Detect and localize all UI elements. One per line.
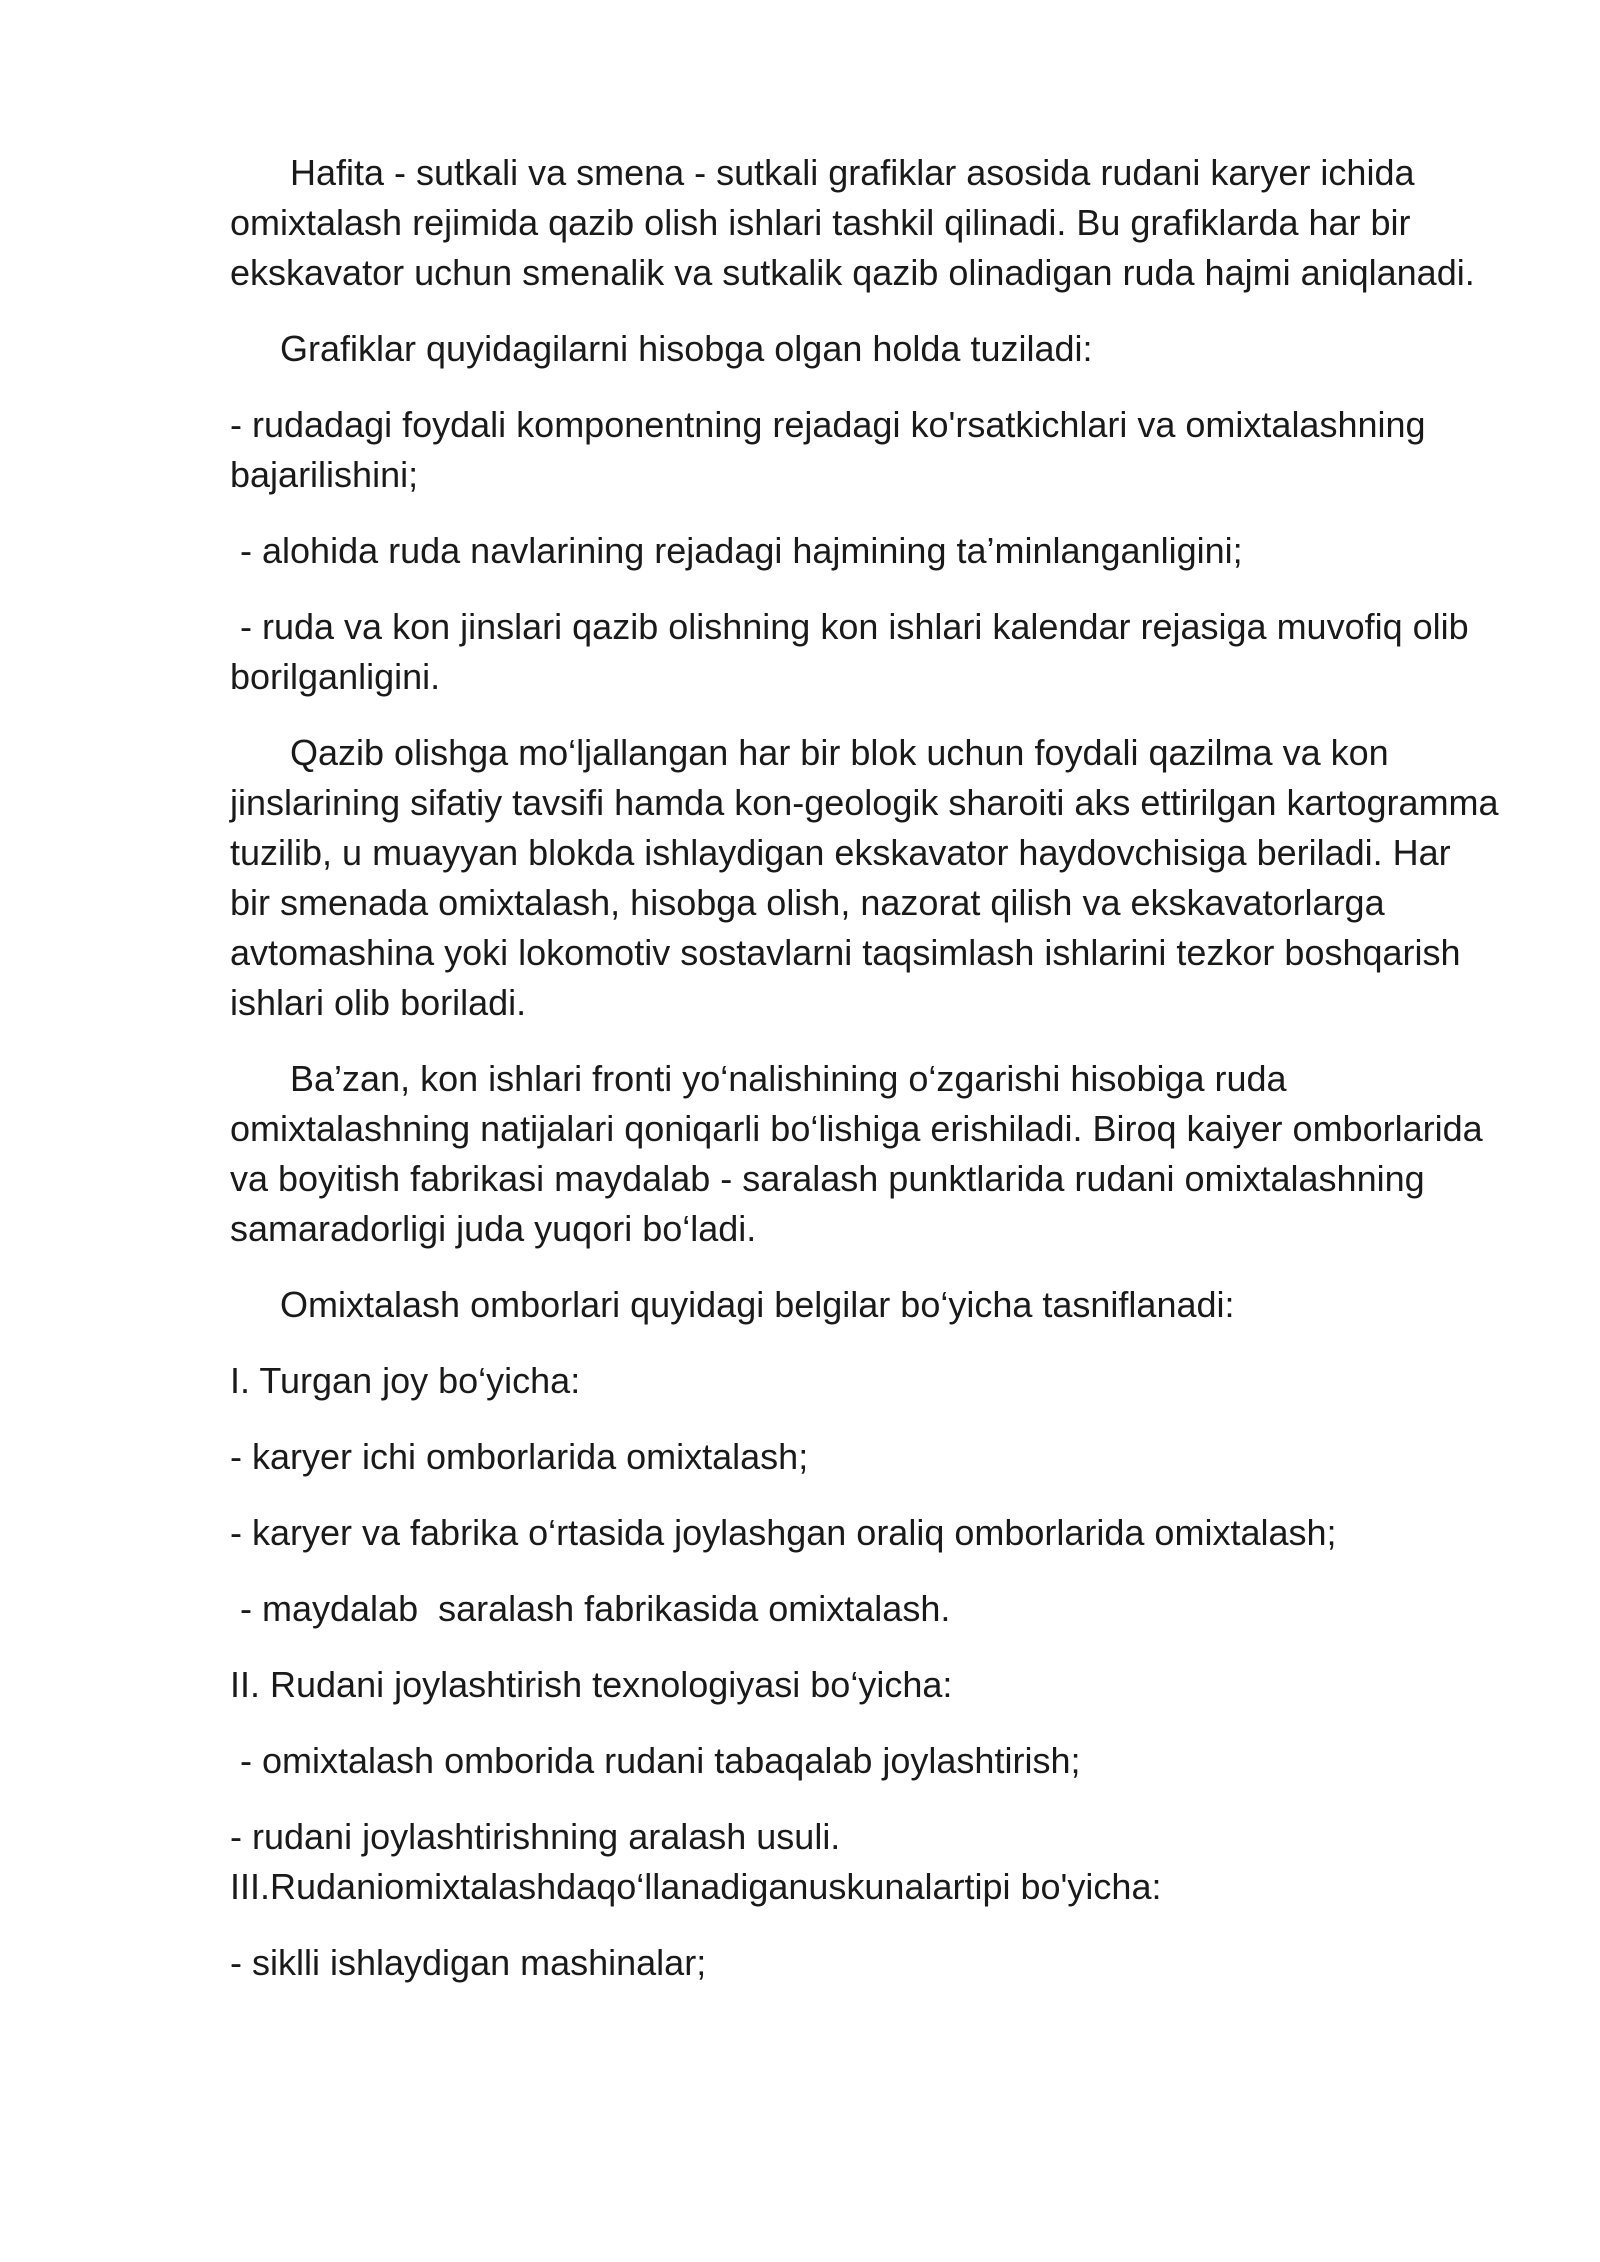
list-item-karyer-ichi: - karyer ichi omborlarida omixtalash; (230, 1436, 809, 1477)
paragraph-qazib-olish: Qazib olishga mo‘ljallangan har bir blok uchun foydali qazilma va kon jinslarining sifatiy tavsifi hamda kon-geologik sharoiti aks ettirilgan kartogramma tuzilib, u muayyan blokda ishlaydigan ekskavator haydovchisiga beriladi. Har bir smenada omixtalash, hisobga olish, nazorat qilish va ekskavatorlarga avtomashina yoki lokomotiv sostavlarni taqsimlash ishlarini tezkor boshqarish ishlari olib boriladi. (230, 732, 1509, 1023)
list-item-fabrika: - maydalab saralash fabrikasida omixtalash. (230, 1588, 951, 1629)
paragraph-bazan: Ba’zan, kon ishlari fronti yo‘nalishining o‘zgarishi hisobiga ruda omixtalashning natijalari qoniqarli bo‘lishiga erishiladi. Biroq kaiyer omborlarida va boyitish fabrikasi maydalab - saralash punktlarida rudani omixtalashning samaradorligi juda yuqori bo‘ladi. (230, 1058, 1493, 1249)
paragraph-grafiklar: Grafiklar quyidagilarni hisobga olgan holda tuziladi: (230, 328, 1093, 369)
section-heading-turgan-joy: I. Turgan joy bo‘yicha: (230, 1360, 581, 1401)
document-page (230, 148, 1509, 2014)
list-item-kalendar-reja: - ruda va kon jinslari qazib olishning kon ishlari kalendar rejasiga muvofiq olib borilganligini. (230, 606, 1479, 697)
list-item-siklli: - siklli ishlaydigan mashinalar; (230, 1942, 707, 1983)
section-heading-texnologiya: II. Rudani joylashtirish texnologiyasi bo‘yicha: (230, 1664, 953, 1705)
paragraph-tasnif: Omixtalash omborlari quyidagi belgilar bo‘yicha tasniflanadi: (230, 1284, 1235, 1325)
section-heading-uskunalar: III.Rudaniomixtalashdaqo‘llanadiganuskunalartipi bo'yicha: (230, 1866, 1162, 1907)
paragraph-intro: Hafita - sutkali va smena - sutkali grafiklar asosida rudani karyer ichida omixtalash rejimida qazib olish ishlari tashkil qilinadi. Bu grafiklarda har bir ekskavator uchun smenalik va sutkalik qazib olinadigan ruda hajmi aniqlanadi. (230, 152, 1475, 293)
list-item-komponent: - rudadagi foydali komponentning rejadagi ko'rsatkichlari va omixtalashning bajarilishini; (230, 404, 1436, 495)
list-item-oraliq-ombor: - karyer va fabrika o‘rtasida joylashgan oraliq omborlarida omixtalash; (230, 1512, 1337, 1553)
list-item-ruda-navlari: - alohida ruda navlarining rejadagi hajmining ta’minlanganligini; (230, 530, 1243, 571)
list-item-tabaqalab: - omixtalash omborida rudani tabaqalab joylashtirish; (230, 1740, 1081, 1781)
list-item-aralash-usul: - rudani joylashtirishning aralash usuli. (230, 1816, 841, 1857)
